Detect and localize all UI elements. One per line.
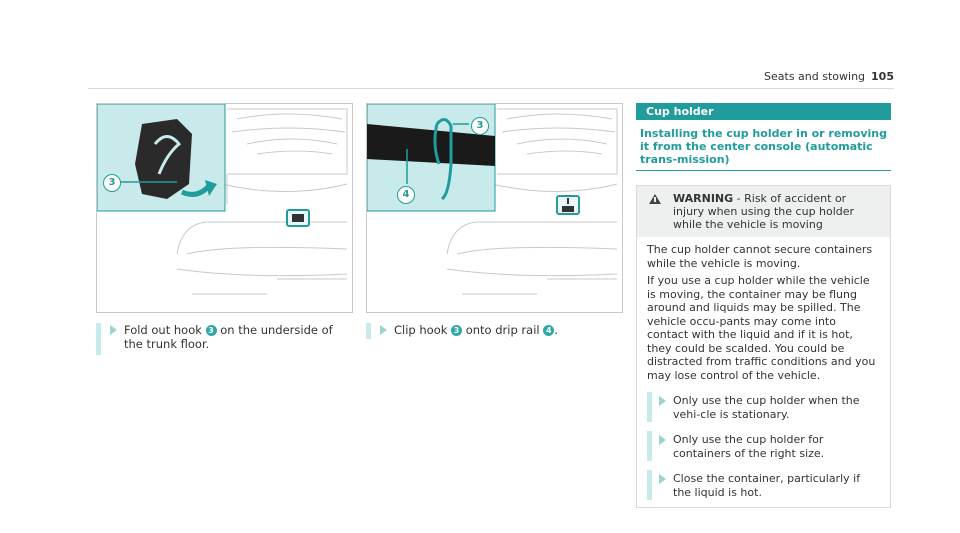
step-marker-bar <box>96 323 101 355</box>
bullet-marker-bar <box>647 392 652 422</box>
figure-clip-hook <box>366 103 623 313</box>
rail-4-badge: 4 <box>543 325 554 336</box>
bullet-marker-bar <box>647 431 652 461</box>
step-marker-bar <box>366 323 371 339</box>
subsection-divider <box>636 170 891 171</box>
callout-3-badge: 3 <box>103 174 121 192</box>
trunk-illustration-1 <box>97 104 352 312</box>
step-text: Clip hook 3 onto drip rail 4 . <box>394 323 558 337</box>
warning-bullet: Close the container, particularly if the liquid is hot. <box>647 472 880 499</box>
bullet-arrow-icon <box>659 435 666 445</box>
page-number: 105 <box>871 70 894 83</box>
warning-exclamation-mark <box>654 197 656 202</box>
warning-box <box>636 185 891 508</box>
cup-holder-section <box>636 103 891 508</box>
bullet-arrow-icon <box>659 396 666 406</box>
warning-header <box>637 186 890 237</box>
callout-3-badge: 3 <box>471 117 489 135</box>
bullet-arrow-icon <box>659 474 666 484</box>
warning-body <box>637 237 890 507</box>
page-header <box>764 70 894 83</box>
figure-fold-out-hook <box>96 103 353 313</box>
warning-paragraph: If you use a cup holder while the vehicle is moving, the container may be flung around and liquids may be spilled. The vehicle occu-pants may come into contact with the liquid and if it is hot, they could be scalded. You could be distracted from traffic conditions and you may lose control of the vehicle. <box>647 274 876 382</box>
trunk-illustration-2 <box>367 104 622 312</box>
hook-3-badge: 3 <box>206 325 217 336</box>
step-arrow-icon <box>380 325 387 335</box>
subsection-heading: Installing the cup holder in or removing it from the center console (automatic trans-mission) <box>640 127 887 166</box>
warning-bullet: Only use the cup holder when the vehi-cle is stationary. <box>647 394 880 421</box>
bullet-marker-bar <box>647 470 652 500</box>
step-text: Fold out hook 3 on the underside of the trunk floor. <box>124 323 333 351</box>
warning-label: WARNING <box>673 192 734 205</box>
warning-headline: - Risk of accident or injury when using the cup holder while the vehicle is moving <box>673 192 855 231</box>
warning-bullet: Only use the cup holder for containers of the right size. <box>647 433 880 460</box>
step-arrow-icon <box>110 325 117 335</box>
callout-4-badge: 4 <box>397 186 415 204</box>
section-heading: Cup holder <box>636 103 891 120</box>
hook-3-badge: 3 <box>451 325 462 336</box>
header-divider <box>88 88 894 89</box>
warning-paragraph: The cup holder cannot secure containers while the vehicle is moving. <box>647 243 873 270</box>
section-title: Seats and stowing <box>764 70 866 83</box>
